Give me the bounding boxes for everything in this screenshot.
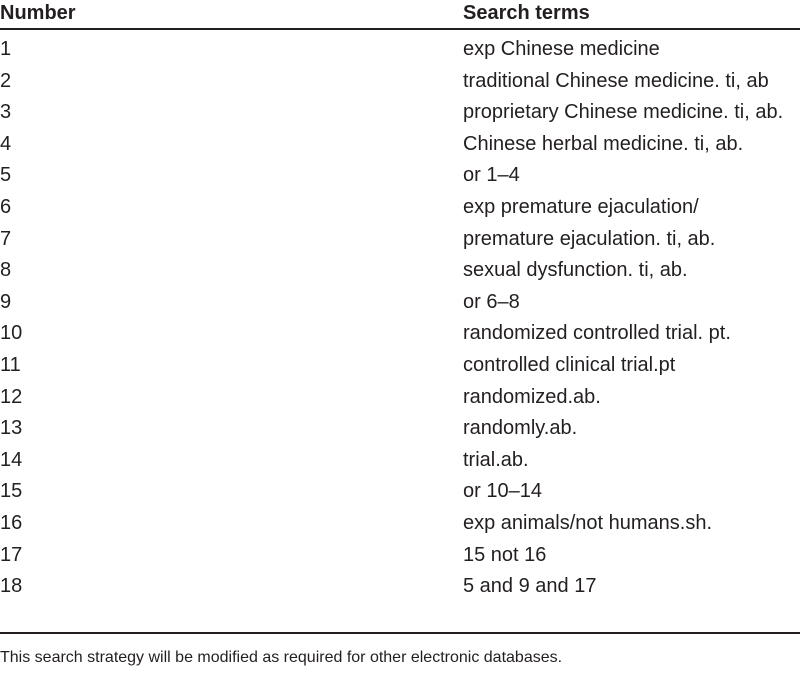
row-number: 6 xyxy=(0,195,12,218)
row-search-term: or 10–14 xyxy=(463,480,542,503)
table-row xyxy=(0,314,800,346)
row-number: 4 xyxy=(0,132,12,155)
table-row xyxy=(0,346,800,378)
row-search-term: exp Chinese medicine xyxy=(463,38,660,60)
table-footnote: This search strategy will be modified as required for other electronic databases. xyxy=(0,649,563,666)
row-number: 7 xyxy=(0,227,12,250)
table-body xyxy=(0,30,800,599)
table-row xyxy=(0,283,800,315)
row-number: 8 xyxy=(0,259,12,282)
row-number: 1 xyxy=(0,38,12,60)
row-search-term: or 1–4 xyxy=(463,164,520,187)
row-number: 12 xyxy=(0,385,23,408)
table-row xyxy=(0,62,800,94)
table-row xyxy=(0,378,800,410)
table-row xyxy=(0,504,800,536)
header-search-terms: Search terms xyxy=(463,2,590,24)
table-row xyxy=(0,125,800,157)
row-number: 15 xyxy=(0,480,23,503)
table-row xyxy=(0,30,800,62)
table-row xyxy=(0,409,800,441)
row-number: 10 xyxy=(0,322,23,345)
table-row xyxy=(0,156,800,188)
row-search-term: 15 not 16 xyxy=(463,543,547,566)
row-search-term: randomly.ab. xyxy=(463,417,578,440)
row-number: 13 xyxy=(0,417,23,440)
row-search-term: or 6–8 xyxy=(463,290,520,313)
row-number: 5 xyxy=(0,164,12,187)
table-bottom-rule xyxy=(0,632,800,634)
row-number: 14 xyxy=(0,448,23,471)
row-search-term: premature ejaculation. ti, ab. xyxy=(463,227,716,250)
row-search-term: exp premature ejaculation/ xyxy=(463,195,699,218)
table-row xyxy=(0,567,800,599)
row-search-term: exp animals/not humans.sh. xyxy=(463,511,713,534)
row-number: 18 xyxy=(0,575,23,598)
table-header xyxy=(0,0,800,30)
row-search-term: 5 and 9 and 17 xyxy=(463,575,597,598)
row-search-term: traditional Chinese medicine. ti, ab xyxy=(463,69,769,92)
row-search-term: Chinese herbal medicine. ti, ab. xyxy=(463,132,744,155)
row-search-term: trial.ab. xyxy=(463,448,529,471)
table-row xyxy=(0,441,800,473)
table-row xyxy=(0,472,800,504)
row-search-term: proprietary Chinese medicine. ti, ab. xyxy=(463,101,784,124)
row-search-term: controlled clinical trial.pt xyxy=(463,353,676,376)
table-row xyxy=(0,536,800,568)
row-number: 17 xyxy=(0,543,23,566)
table-row xyxy=(0,188,800,220)
row-number: 9 xyxy=(0,290,12,313)
row-search-term: randomized.ab. xyxy=(463,385,601,408)
row-number: 2 xyxy=(0,69,12,92)
table-row xyxy=(0,93,800,125)
row-number: 11 xyxy=(0,353,21,376)
row-search-term: sexual dysfunction. ti, ab. xyxy=(463,259,688,282)
header-number: Number xyxy=(0,2,76,24)
table-row xyxy=(0,251,800,283)
table-row xyxy=(0,220,800,252)
row-number: 3 xyxy=(0,101,12,124)
row-search-term: randomized controlled trial. pt. xyxy=(463,322,731,345)
row-number: 16 xyxy=(0,511,23,534)
